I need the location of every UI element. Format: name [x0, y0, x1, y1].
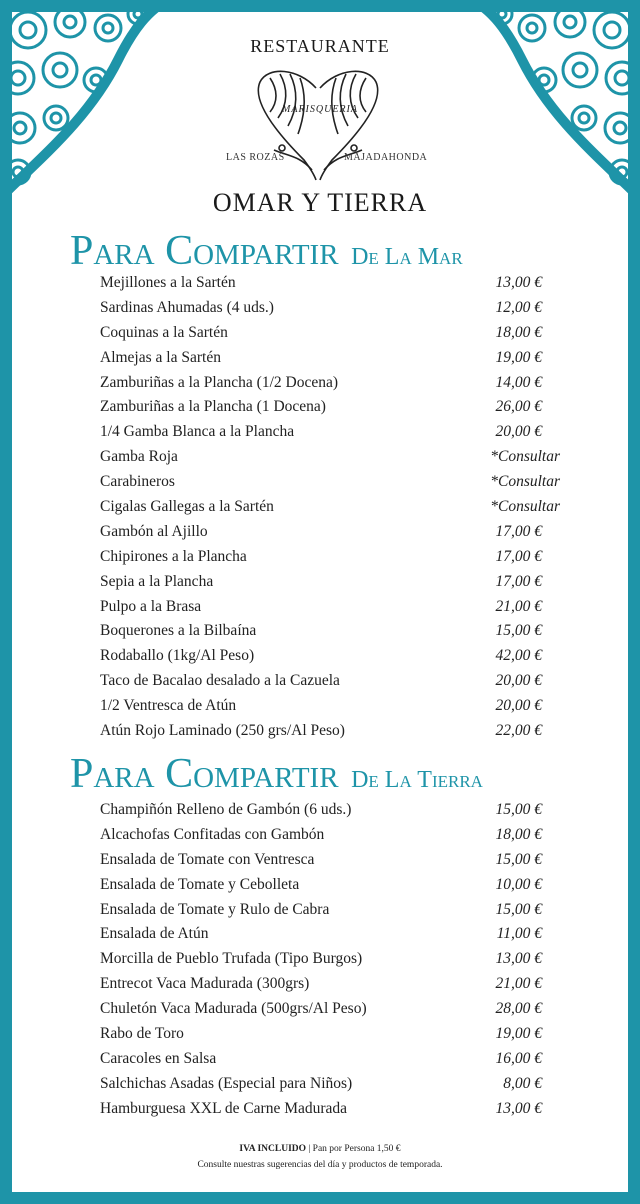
menu-item [100, 371, 560, 396]
footer-tax-line [12, 1144, 628, 1154]
item-price: 28,00 € [495, 1000, 542, 1018]
menu-item [100, 669, 560, 694]
item-name: Zamburiñas a la Plancha (1 Docena) [100, 398, 326, 416]
section-title-tierra [70, 753, 483, 795]
location-left: LAS ROZAS [226, 152, 285, 163]
item-name: Morcilla de Pueblo Trufada (Tipo Burgos) [100, 950, 363, 968]
bread-note: | Pan por Persona 1,50 € [308, 1144, 401, 1154]
item-name: Salchichas Asadas (Especial para Niños) [100, 1074, 353, 1092]
item-price: 13,00 € [495, 950, 542, 968]
item-price: 10,00 € [495, 875, 542, 893]
item-price: 20,00 € [495, 697, 542, 715]
item-price: 13,00 € [495, 1099, 542, 1117]
menu-item [100, 520, 560, 545]
menu-item [100, 798, 560, 823]
menu-card [12, 12, 628, 1192]
item-name: Boquerones a la Bilbaína [100, 622, 257, 640]
menu-item [100, 1097, 560, 1122]
menu-item [100, 947, 560, 972]
item-price: 13,00 € [495, 274, 542, 291]
menu-item [100, 346, 560, 371]
item-name: Chuletón Vaca Madurada (500grs/Al Peso) [100, 1000, 367, 1018]
menu-item [100, 823, 560, 848]
item-price: 17,00 € [495, 547, 542, 565]
item-name: Sepia a la Plancha [100, 572, 214, 590]
menu-item [100, 271, 560, 296]
item-name: Coquinas a la Sartén [100, 323, 228, 341]
item-price: 17,00 € [495, 522, 542, 540]
item-price: 17,00 € [495, 572, 542, 590]
menu-item [100, 719, 560, 744]
item-price: 19,00 € [495, 1025, 542, 1043]
menu-item [100, 595, 560, 620]
item-name: Cigalas Gallegas a la Sartén [100, 498, 274, 516]
item-price: 18,00 € [495, 825, 542, 843]
item-name: 1/2 Ventresca de Atún [100, 697, 237, 715]
item-name: Hamburguesa XXL de Carne Madurada [100, 1099, 348, 1117]
item-name: Taco de Bacalao desalado a la Cazuela [100, 672, 340, 690]
item-price: 15,00 € [495, 900, 542, 918]
item-price: *Consultar [490, 498, 560, 516]
item-price: 11,00 € [496, 925, 542, 943]
menu-item [100, 570, 560, 595]
item-name: Rodaballo (1kg/Al Peso) [100, 647, 255, 665]
menu-item [100, 848, 560, 873]
menu-item [100, 873, 560, 898]
item-price: 12,00 € [495, 298, 542, 316]
item-name: Zamburiñas a la Plancha (1/2 Docena) [100, 373, 339, 391]
restaurant-label: RESTAURANTE [250, 36, 390, 56]
item-name: Sardinas Ahumadas (4 uds.) [100, 298, 274, 316]
menu-item [100, 694, 560, 719]
menu-item [100, 1072, 560, 1097]
item-price: 21,00 € [495, 975, 542, 993]
item-price: 42,00 € [495, 647, 542, 665]
item-price: 21,00 € [495, 597, 542, 615]
item-name: Ensalada de Tomate y Cebolleta [100, 875, 300, 893]
menu-item [100, 445, 560, 470]
section-title-main: Para Compartir [70, 751, 339, 797]
location-right: MAJADAHONDA [344, 152, 428, 163]
item-name: Rabo de Toro [100, 1025, 184, 1043]
menu-item [100, 395, 560, 420]
item-name: Ensalada de Tomate y Rulo de Cabra [100, 900, 330, 918]
menu-item [100, 470, 560, 495]
item-price: 15,00 € [495, 850, 542, 868]
menu-item [100, 644, 560, 669]
menu-item [100, 1022, 560, 1047]
item-price: 16,00 € [495, 1049, 542, 1067]
menu-item [100, 619, 560, 644]
menu-item [100, 972, 560, 997]
item-price: *Consultar [490, 448, 560, 466]
item-name: 1/4 Gamba Blanca a la Plancha [100, 423, 295, 441]
item-name: Almejas a la Sartén [100, 348, 221, 366]
logo-text: MARISQUERIA [282, 104, 358, 115]
item-name: Alcachofas Confitadas con Gambón [100, 825, 325, 843]
item-price: 20,00 € [495, 423, 542, 441]
item-price: 22,00 € [495, 722, 542, 740]
item-name: Caracoles en Salsa [100, 1049, 217, 1067]
item-name: Atún Rojo Laminado (250 grs/Al Peso) [100, 722, 345, 740]
footer-note: Consulte nuestras sugerencias del día y productos de temporada. [197, 1160, 443, 1170]
menu-item [100, 997, 560, 1022]
item-name: Mejillones a la Sartén [100, 274, 236, 291]
menu-item [100, 1047, 560, 1072]
menu-item [100, 922, 560, 947]
item-name: Entrecot Vaca Madurada (300grs) [100, 975, 310, 993]
section-title-sub: De La Tierra [351, 767, 483, 793]
menu-item [100, 898, 560, 923]
shrimp-heart-logo [218, 60, 418, 190]
item-price: 26,00 € [495, 398, 542, 416]
item-price: 19,00 € [495, 348, 542, 366]
menu-item [100, 420, 560, 445]
item-name: Carabineros [100, 473, 175, 491]
item-price: 18,00 € [495, 323, 542, 341]
section-title-sub: De La Mar [351, 244, 463, 270]
item-price: 15,00 € [495, 622, 542, 640]
item-price: 20,00 € [495, 672, 542, 690]
item-name: Gambón al Ajillo [100, 522, 208, 540]
brand-name: OMAR Y TIERRA [212, 188, 428, 217]
menu-list-tierra [100, 798, 560, 1122]
menu-list-mar [100, 271, 560, 744]
menu-item [100, 545, 560, 570]
section-title-main: Para Compartir [70, 228, 339, 274]
item-name: Chipirones a la Plancha [100, 547, 247, 565]
item-name: Champiñón Relleno de Gambón (6 uds.) [100, 801, 352, 818]
item-name: Ensalada de Tomate con Ventresca [100, 850, 315, 868]
section-title-mar [70, 230, 463, 272]
item-price: 14,00 € [495, 373, 542, 391]
item-price: 8,00 € [503, 1074, 542, 1092]
iva-label: IVA INCLUIDO [239, 1144, 307, 1154]
item-name: Pulpo a la Brasa [100, 597, 202, 615]
item-price: 15,00 € [495, 801, 542, 818]
item-name: Gamba Roja [100, 448, 178, 466]
item-name: Ensalada de Atún [100, 925, 209, 943]
item-price: *Consultar [490, 473, 560, 491]
menu-item [100, 495, 560, 520]
menu-item [100, 321, 560, 346]
menu-item [100, 296, 560, 321]
